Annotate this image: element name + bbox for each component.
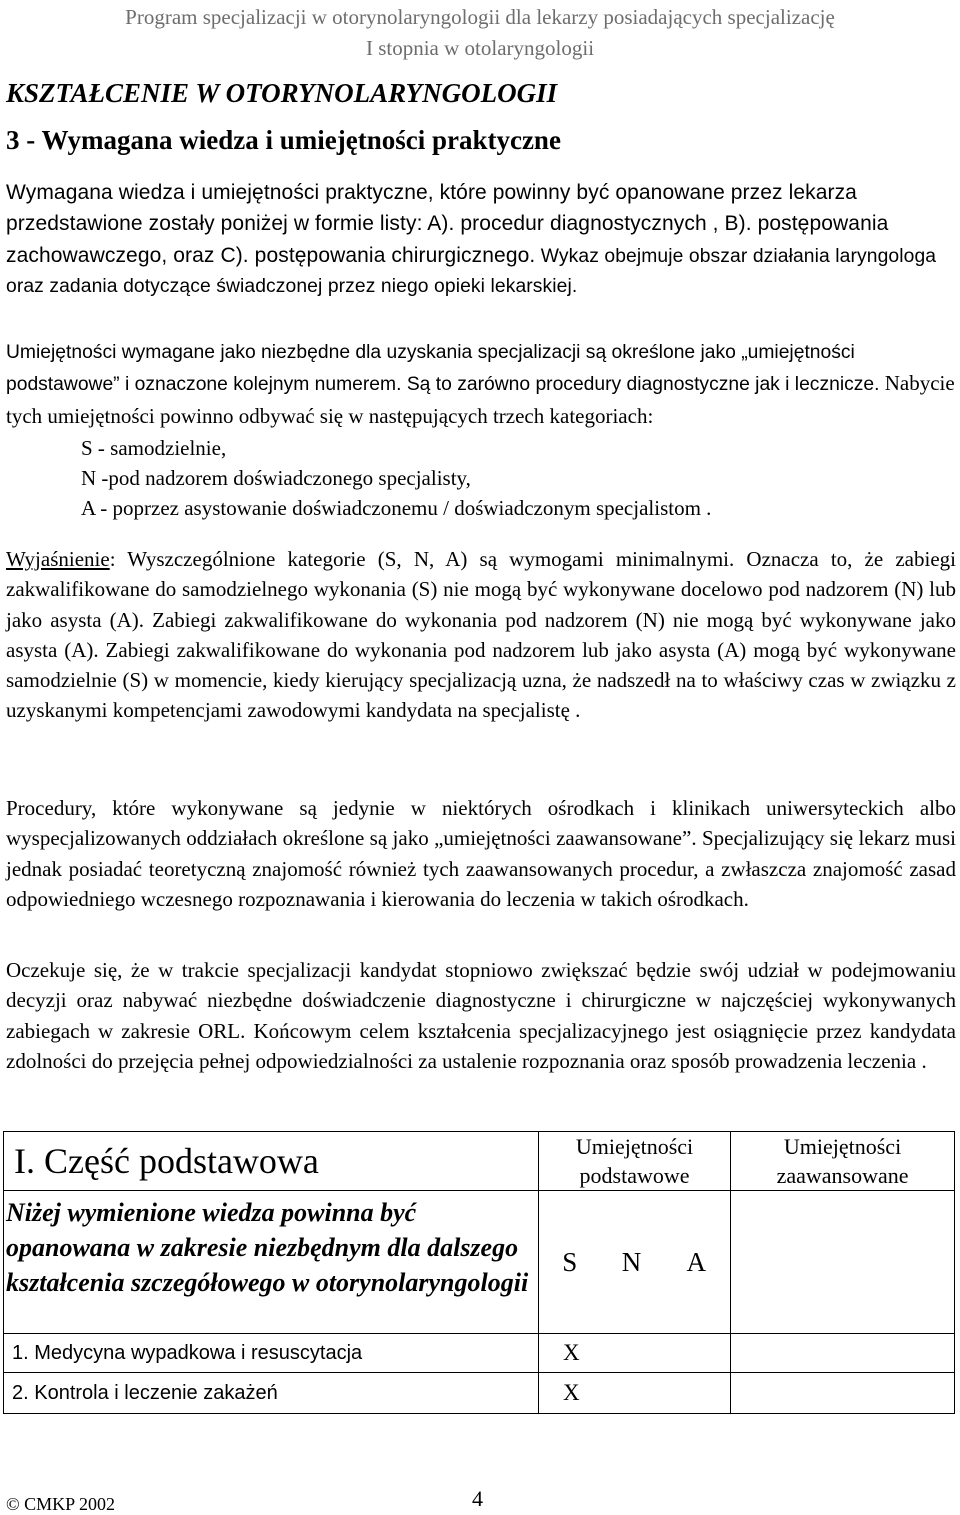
section-subtitle: 3 - Wymagana wiedza i umiejętności praktyczne [6, 125, 561, 155]
advanced-intro-cell [731, 1191, 955, 1334]
explanation-part-c: Zabiegi zakwalifikowane do wykonania pod nadzorem (N) nie mogą być wykonywane jako asysta (A). Zabiegi zakwalifikowane do wykonania pod nadzorem lub jako asysta (A) mogą być wykonywane samodzielnie (S) w momencie, kiedy kierujący specjalizacją uzna, że nadszedł na to właściwy czas w związku z uzyskanymi kompetencjami zawodowymi kandydata na specjalistę . [6, 607, 956, 723]
category-header-s: S [539, 1191, 601, 1334]
explanation-label: Wyjaśnienie [6, 547, 110, 571]
table-row [4, 1373, 955, 1414]
row-cell-a [663, 1334, 731, 1373]
row-cell-advanced [731, 1373, 955, 1414]
paragraph-advanced-procedures: Procedury, które wykonywane są jedynie w niektórych ośrodkach i klinikach uniwersyteckich albo wyspecjalizowanych oddziałach określone są jako „umiejętności zaawansowane”. Specjalizujący się lekarz musi jednak posiadać teoretyczną znajomość również tych zaawansowanych procedur, a zwłaszcza znajomość zasad odpowiedniego wczesnego rozpoznawania i kierowania do leczenia w takich ośrodkach. [6, 796, 956, 911]
table-intro-row [4, 1191, 955, 1334]
skills-table [3, 1131, 955, 1414]
table-intro: Niżej wymienione wiedza powinna być opanowana w zakresie niezbędnym dla dalszego kształcenia szczegółowego w otorynolaryngologii [4, 1191, 539, 1334]
footer-copyright: © CMKP 2002 [6, 1494, 116, 1514]
category-header-n: N [601, 1191, 663, 1334]
section-title: KSZTAŁCENIE W OTORYNOLARYNGOLOGII [6, 78, 558, 108]
paragraph-categories [6, 338, 956, 524]
paragraph-explanation [6, 544, 956, 726]
row-cell-advanced [731, 1334, 955, 1373]
row-label: 1. Medycyna wypadkowa i resuscytacja [4, 1334, 539, 1373]
paragraph-expectations: Oczekuje się, że w trakcie specjalizacji kandydat stopniowo zwiększać będzie swój udział w podejmowaniu decyzji oraz nabywać niezbędne doświadczenie diagnostyczne i chirurgiczne w najczęściej wykonywanych zabiegach w zakresie ORL. Końcowym celem kształcenia specjalizacyjnego jest osiągnięcie przez kandydata zdolności do przejęcia pełnej odpowiedzialności za ustalenie rozpoznania oraz sposób prowadzenia leczenia . [6, 958, 956, 1073]
row-label: 2. Kontrola i leczenie zakażeń [4, 1373, 539, 1414]
category-s: S - samodzielnie, [81, 435, 227, 460]
header-line-2: I stopnia w otolaryngologii [365, 36, 595, 60]
para2-part-a: Umiejętności wymagane jako niezbędne dla uzyskania specjalizacji są określone jako „umiejętności podstawowe” i oznaczone kolejnym numerem. [6, 342, 855, 396]
para1-part-b: Wykaz obejmuje obszar działania laryngologa oraz zadania dotyczące świadczonej przez niego opieki lekarskiej. [6, 245, 937, 297]
category-n: N -pod nadzorem doświadczonego specjalisty, [81, 466, 471, 491]
para2-part-c: Nabycie tych umiejętności powinno odbywać się w następujących trzech kategoriach: [6, 371, 955, 428]
para2-part-b: Są to zarówno procedury diagnostyczne jak i lecznicze. [401, 374, 880, 396]
page-number: 4 [472, 1486, 483, 1511]
table-header-row [4, 1132, 955, 1191]
paragraph-intro [6, 178, 956, 302]
para1-part-a: Wymagana wiedza i umiejętności praktyczne, które powinny być opanowane przez lekarza przedstawione zostały poniżej w formie listy: A). procedur diagnostycznych , B). postępowania zachowawczego, oraz C). postępowania chirurgicznego. [6, 181, 889, 267]
row-cell-a [663, 1373, 731, 1414]
row-cell-s: X [539, 1373, 601, 1414]
header-line-1: Program specjalizacji w otorynolaryngologii dla lekarzy posiadających specjalizację [125, 5, 835, 29]
table-title: I. Część podstawowa [4, 1132, 539, 1191]
explanation-part-b: Oznacza to, że zabiegi zakwalifikowane do samodzielnego wykonania (S) nie mogą być wykonywane docelowo pod nadzorem (N) lub jako asysta (A). [6, 547, 956, 632]
category-header-a: A [663, 1191, 731, 1334]
row-cell-s: X [539, 1334, 601, 1373]
row-cell-n [601, 1373, 663, 1414]
row-cell-n [601, 1334, 663, 1373]
column-header-advanced: Umiejętności zaawansowane [731, 1132, 955, 1191]
running-header [0, 2, 960, 64]
category-a: A - poprzez asystowanie doświadczonemu / doświadczonym specjalistom . [81, 496, 712, 521]
column-header-basic: Umiejętności podstawowe [539, 1132, 731, 1191]
table-row [4, 1334, 955, 1373]
explanation-part-a: : Wyszczególnione kategorie (S, N, A) są wymogami minimalnymi. [109, 547, 735, 571]
